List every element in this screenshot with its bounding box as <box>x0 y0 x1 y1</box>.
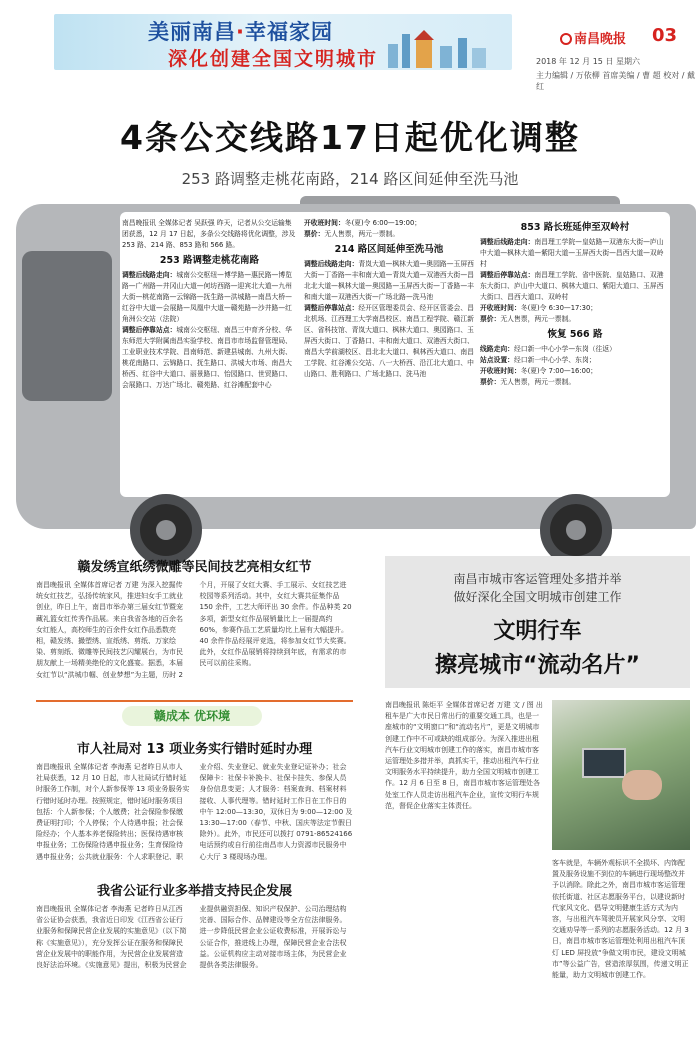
route-566-fare: 票价：无人售票，两元一票制。 <box>480 378 576 386</box>
route-253-stops: 调整后停靠站点：城南公交枢纽、南昌三中育齐分校、华东师范大学附属南昌实验学校、南昌市市场监督管理局、工业职业技术学院、昌南师范、新建县城南、九州大街、桃花南路口、云锦路口、抚生路口、洪城大市场、南昌大桥西、红谷中大道口、丽景路口、怡园路口、世贸路口、会展路口、万达广场北、赣苑路、红谷滩配套中心 <box>122 326 292 389</box>
right-article-body-2: 客车就是，车辆外观标识不全损坏、内饰配置及服务设施不到位的车辆进行现场整改并予以消除。除此之外，南昌市城市客运管理依托街道、社区志愿服务平台，以建设新时代家风文化、倡导文明健康生活方式为内容，与出租汽车驾驶员开展家风分享、文明交通劝导等一系列的志愿服务活动。12 月 3 日，南昌市城市客运管理处利用出租汽车顶灯 LED 屏投放“争做文明市民，建设文明城市”等公益广告，营造浓厚氛围，传递文明正能量，助力文明城市创建工作。 <box>552 859 689 980</box>
route-853-direction: 调整后线路走向：南昌理工学院—皇姑路—双港东大街—庐山中大道—枫林大道—紫阳大道—玉屏西大街—昌西大道—双岭村 <box>480 238 664 268</box>
route-214-direction: 调整后线路走向：青岚大道—枫林大道—奥园路—玉屏西大街—丁香路—丰和南大道—青岚大道—双港西大街—昌北北大道—枫林大道—奥园路—玉屏西大街—丁香路—丰和南大道—双港西大街—广场北路—洗马池 <box>304 260 474 301</box>
route-253-direction: 调整后线路走向：城南公交枢纽—博学路—惠民路—博览路—广州路—井冈山大道—何坊西路—迎宾北大道—九州大街—桃花南路—云锦路—抚生路—洪城路—南昌大桥—红谷中大道—会展路—凤凰中大道—赣苑路—沙井路—红角洲公交站（法院） <box>122 271 292 323</box>
route-253-title: 253 路调整走桃花南路 <box>159 255 260 266</box>
right-title-2: 擦亮城市“流动名片” <box>435 653 640 678</box>
route-853-stops: 调整后停靠站点：南昌理工学院、省中医院、皇姑路口、双港东大街口、庐山中大道口、枫林大道口、紫阳大道口、玉屏西大街口、昌西大道口、双岭村 <box>480 271 664 301</box>
article-embroidery-title: 赣发绣宣纸绣微雕等民间技艺亮相女红节 <box>77 560 312 575</box>
page-number: 03 <box>652 25 678 46</box>
photo-screen <box>582 748 626 778</box>
route-253-column <box>122 218 297 490</box>
route-566-direction: 线路走向：经口新一中心小学—东岗（往返） <box>480 345 616 353</box>
route-853-fare: 票价：无人售票，两元一票制。 <box>480 315 576 323</box>
newspaper-logo: 南昌晚报 <box>560 28 626 47</box>
article-hr-body: 南昌晚报讯 全媒体记者 李海燕 记者昨日从市人社局获悉，12 月 10 日起，市人社局试行错时延时服务工作制，对个人新参保等 13 项业务服务实行错时延时办理。按照规定，错时延时服务项目包括：个人新参保；个人缴费；社会保险参保缴费证明打印；个人停保；个人待遇申报；社会保险经办；个人基本养老保险转出；医保待遇审核申报业务；工伤保险待遇申报业务；生育保险待遇申报业务；公共就业服务：个人求职登记、职业介绍、失业登记、就业失业登记证补办；社会保障卡：社保卡补换卡、社保卡挂失、参保人员身份信息变更；人才服务：档案查询、档案材料接收、人事代理等。错时延时工作日在工作日的中午 12:00—13:30，双休日为 9:00—12:00 及 13:30—17:00（春节、中秋、国庆等法定节假日除外）。此外，市民还可以拨打 0791-86524166 电话预约或自行前往南昌市人力资源市民服务中心大厅 3 楼现场办理。 <box>36 763 353 861</box>
skyline-illustration <box>384 24 504 68</box>
main-subheadline: 253 路调整走桃花南路，214 路区间延伸至洗马池 <box>181 170 519 188</box>
bus-infographic <box>0 196 700 576</box>
route-566-time: 开收班时间：冬(夏)令 7:00—16:00； <box>480 367 598 375</box>
issue-date: 2018 年 12 月 15 日 星期六 <box>536 57 640 66</box>
article-hr-title: 市人社局对 13 项业务实行错时延时办理 <box>76 742 313 757</box>
article-embroidery-body: 南昌晚报讯 全媒体首席记者 万建 为深入挖掘传统女红技艺，弘扬传统家风，推进妇女手工就业创业，昨日上午，南昌市举办第三届女红节暨宠藏礼篮女红传秀作品展。来自我省各地的百余名女红能人，高校师生的百余件女红作品悉数亮相，赣发绣、撮塑绣、宣纸绣、剪纸、万家绘染、剪刻纸、微雕等民间技艺闪耀展台，为市民朋友献上一场精美绝伦的文化盛宴。据悉，本届女红节以“洪城巾帼、创业梦想”为主题，历时 2 个月，开展了女红大赛、手工展示、女红技艺进校园等系列活动。其中，女红大赛共征集作品 150 余件，工艺大师评出 30 余件。作品种类 20 多项，新型女红作品展销量比上一届提高约 60%，参赛作品工艺质量均比上届有大幅提升。40 余件作品经展评竞选，将参加女红节大奖赛。此外，女红作品展销将持续到年底，有需求的市民可以前往采购。 <box>36 581 352 679</box>
right-article-body-1: 南昌晚报讯 陈炬平 全媒体首席记者 万建 文 / 图 出租车是广大市民日常出行的重要交通工具，也是一座城市的“文明窗口”和“流动名片”，更是文明城市创建工作中不可或缺的组成部分。为深入推进出租汽车行业文明城市创建工作的落实，南昌市城市客运管理处多措并举，真抓实干，推动出租汽车行业文明服务水平持续提升，助力全国文明城市创建工作。12 月 6 日至 8 日，南昌市城市客运管理处各处室工作人员走访出租汽车企业，宣传文明行车规范，督促企业落实主体责任。 <box>385 701 543 810</box>
route-253-time: 开收班时间：冬(夏)令 6:00—19:00； <box>304 219 422 227</box>
main-headline: 4条公交线路17日起优化调整 <box>120 118 580 157</box>
route-214-stops: 调整后停靠站点：经开区管理委员会、经开区管委会、昌北机场、江西理工大学南昌校区、南昌工程学院、赣江新区、省科技馆、青岚大道口、枫林大道口、奥园路口、玉屏西大街口、丁香路口、丰和南大道口、双港西大街口、南昌大学前湖校区、昌北北大道口、枫林西大道口、南昌工学院、红谷滩公交站、八一大桥西、沿江北大道口、中山路口、胜利路口、广场北路口、洗马池 <box>304 304 474 378</box>
route-214-title: 214 路区间延伸至洗马池 <box>334 244 444 255</box>
article-notary-body: 南昌晚报讯 全媒体记者 李海燕 记者昨日从江西省公证协会获悉，我省近日印发《江西省公证行业服务和保障民营企业发展的实施意见》（以下简称《实施意见》），充分发挥公证在服务和保障民营企业发展中的职能作用，为民营企业发展营造良好法治环境。《实施意见》提出，积极为民营企业提供融资担保、知识产权保护、公司治理结构完善、国际合作、品牌建设等全方位法律服务。进一步降低民营企业公证收费标准，开展诉讼与公证合作，推进线上办理，保障民营企业合法权益。公证机构应主动对接市场主体，为民营企业提供各类法律服务。 <box>36 905 347 970</box>
section-tag: 赣成本 优环境 <box>122 706 262 726</box>
masthead-title-1: 美丽南昌·幸福家园 <box>148 20 333 44</box>
right-subtitle-2: 做好深化全国文明城市创建工作 <box>453 590 622 604</box>
route-566-stops: 站点设置：经口新一中心小学、东岗； <box>480 356 596 364</box>
section-divider <box>36 700 353 702</box>
route-853-566-column <box>480 218 670 498</box>
route-853-time: 开收班时间：冬(夏)令 6:30—17:30； <box>480 304 598 312</box>
right-subtitle-1: 南昌市城市客运管理处多措并举 <box>453 572 622 586</box>
taxi-photo <box>552 700 690 850</box>
masthead-title-2: 深化创建全国文明城市 <box>168 48 379 70</box>
bus-windshield <box>22 251 112 401</box>
editor-credits: 主力编辑 / 万依柳 首席美编 / 曹 超 校对 / 戴 红 <box>536 71 695 91</box>
route-253-fare: 票价：无人售票，两元一票制。 <box>304 230 400 238</box>
masthead <box>0 0 700 91</box>
route-853-title: 853 路长班延伸至双岭村 <box>520 222 630 233</box>
right-title-1: 文明行车 <box>493 619 582 644</box>
photo-hand <box>622 770 662 800</box>
route-214-column <box>304 218 474 498</box>
bus-lead: 南昌晚报讯 全媒体记者 吴跃强 昨天，记者从公交运输集团获悉，12 月 17 日起，多条公交线路将优化调整，涉及 253 路、214 路、853 路和 566 路。 <box>122 219 296 249</box>
route-566-title: 恢复 566 路 <box>547 329 603 340</box>
article-notary-title: 我省公证行业多举措支持民企发展 <box>96 884 292 899</box>
logo-icon <box>560 33 572 45</box>
